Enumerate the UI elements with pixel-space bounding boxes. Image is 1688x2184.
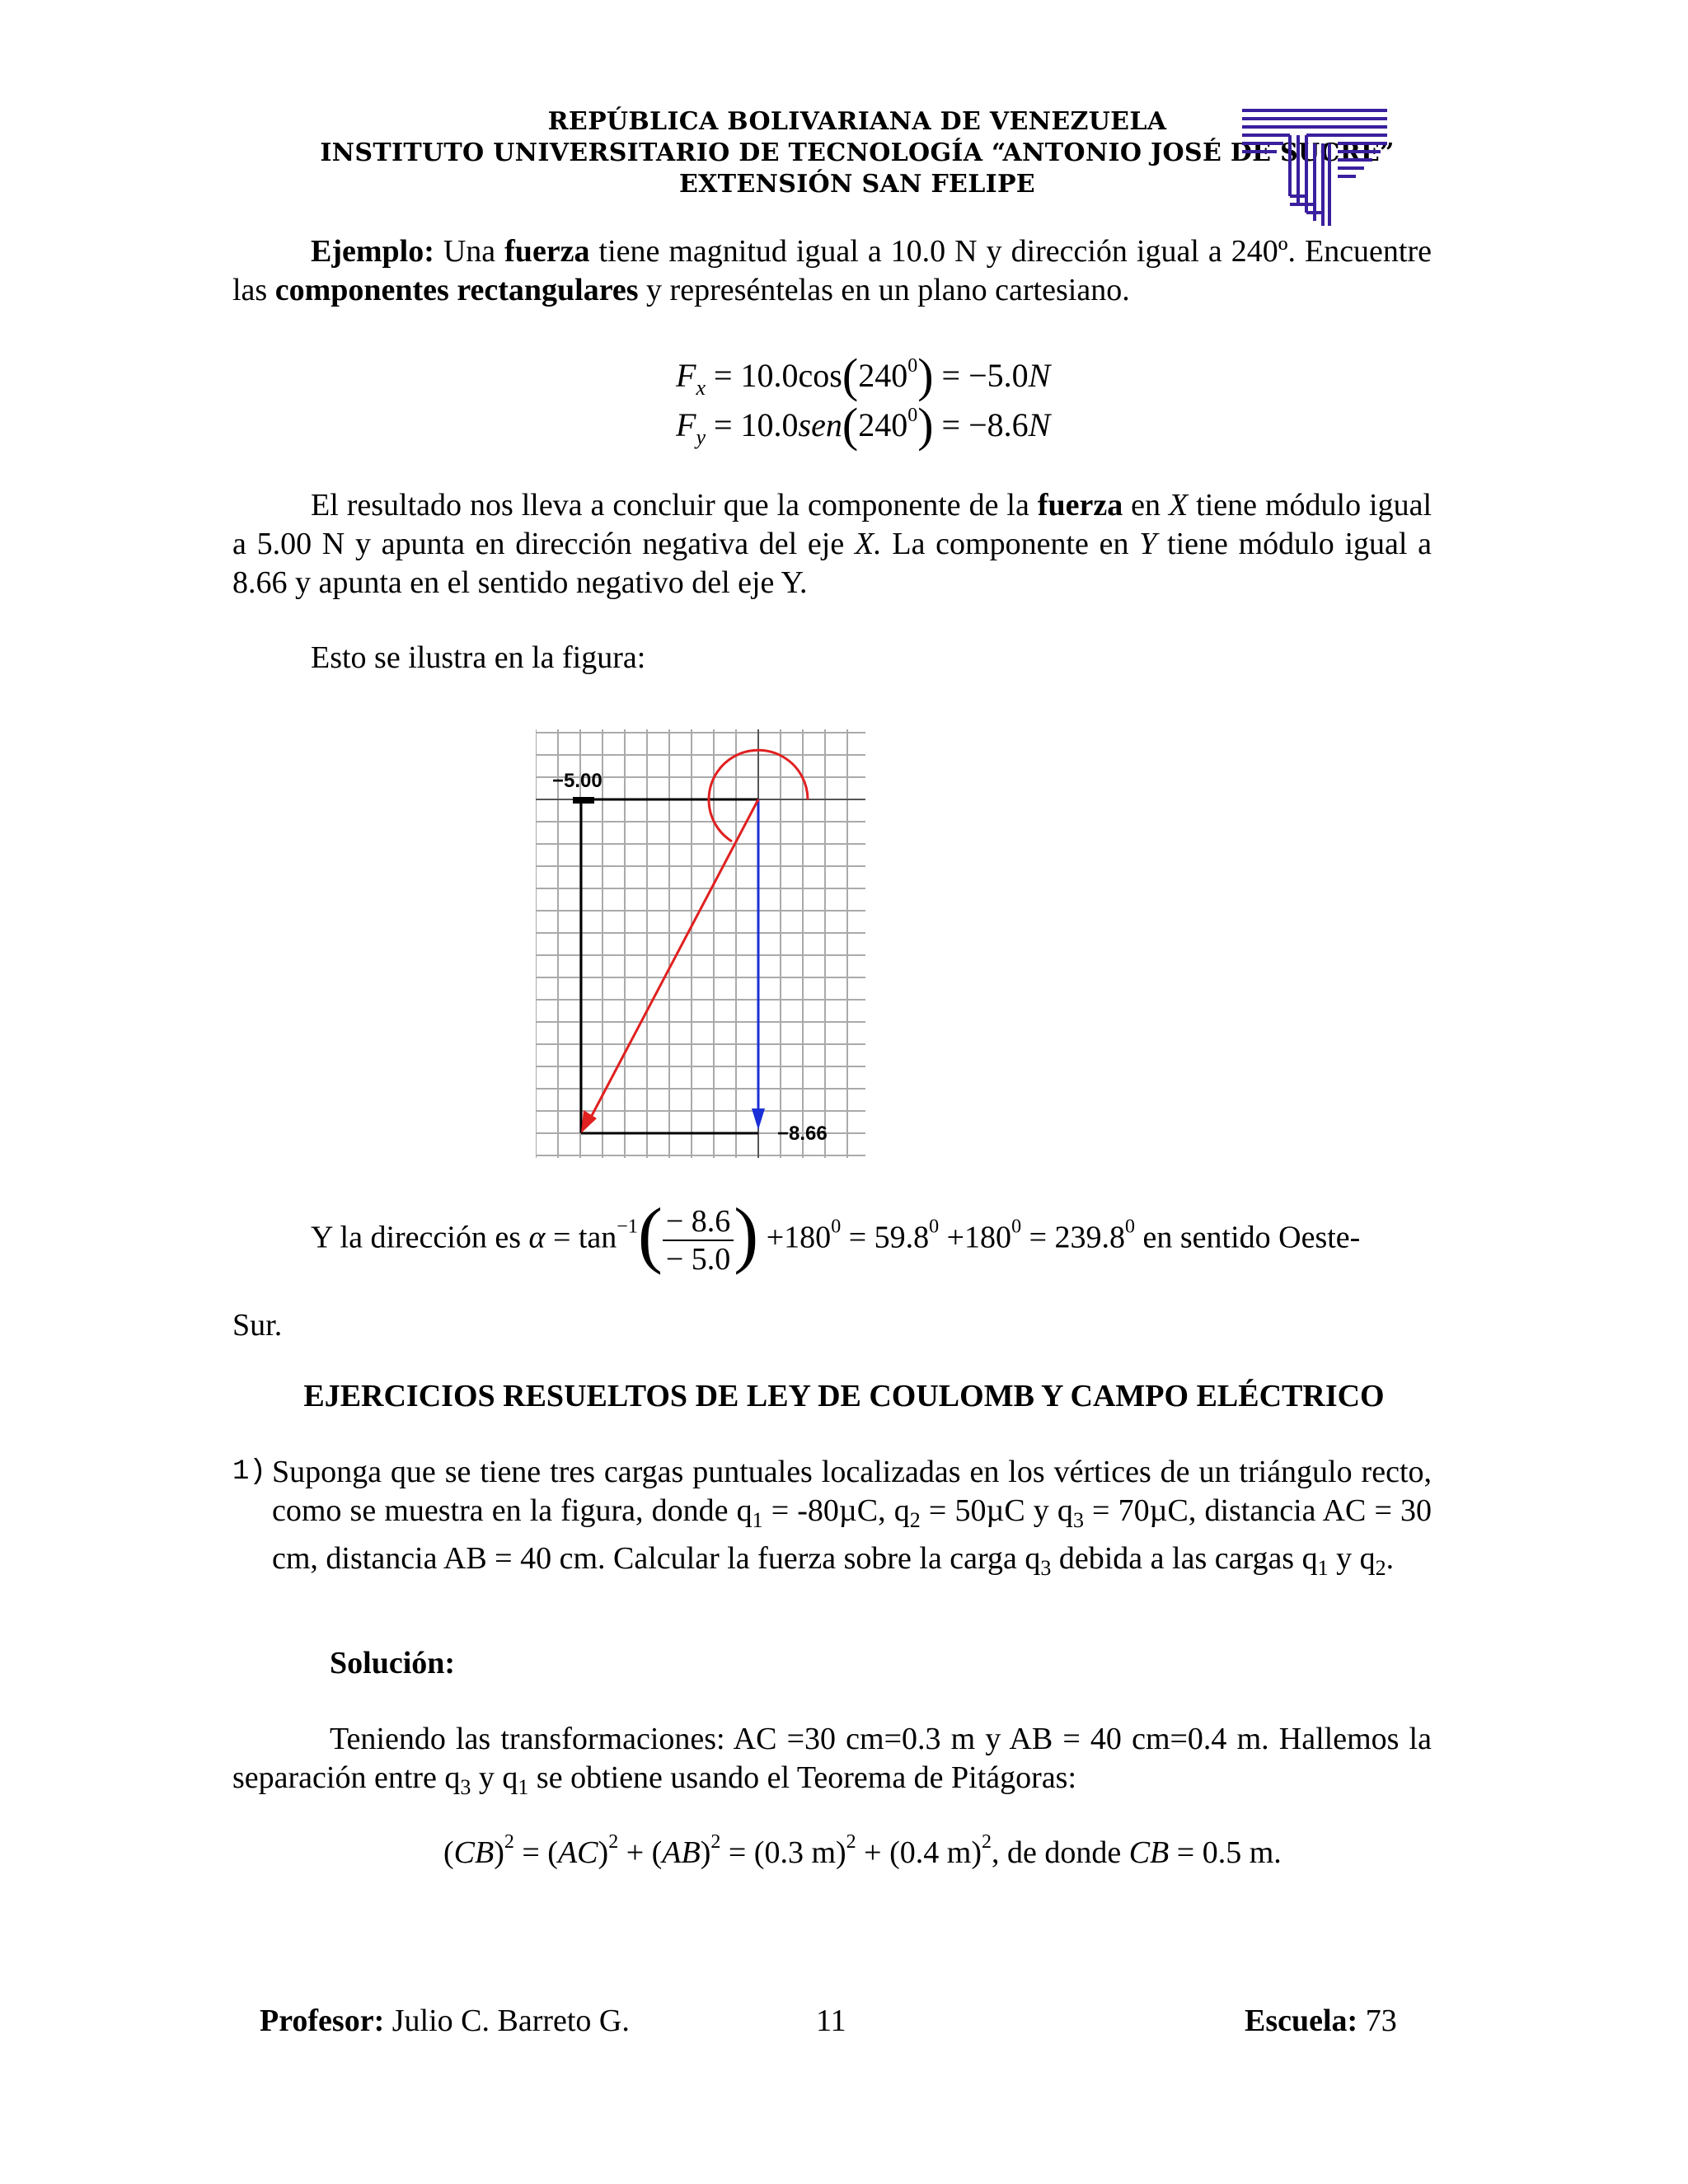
plus-180-b: +180 (939, 1220, 1012, 1255)
fy-arg: 240 (858, 406, 908, 443)
py-e1: 2 (504, 1831, 514, 1853)
direction-fraction (663, 1203, 734, 1277)
fx-unit: N (1028, 357, 1051, 394)
result-text-1: El resultado nos lleva a concluir que la componente de la (311, 488, 1038, 523)
footer-school (1245, 2003, 1397, 2039)
section-title: EJERCICIOS RESUELTOS DE LEY DE COULOMB Y CAMPO ELÉCTRICO (303, 1379, 1385, 1413)
py-cb2: CB (1128, 1835, 1170, 1870)
py-ac: AC (557, 1835, 598, 1870)
ex1-t4: = 70µC, distancia AC = 30 cm, distancia AB = 40 cm. Calcular la fuerza sobre la carga q (272, 1493, 1432, 1576)
ex1-s1: 1 (752, 1508, 763, 1532)
frac-paren-close: ) (734, 1193, 759, 1276)
eq-59-8: = 59.8 (841, 1220, 930, 1255)
example-text-2: tiene magnitud igual a 10.0 N y dirección igual a 240º. Encuentre las (232, 234, 1432, 307)
sup-a: 0 (831, 1216, 842, 1238)
fy-sup: 0 (907, 405, 918, 426)
y-value-label: −8.66 (777, 1122, 828, 1145)
fx-sup: 0 (907, 355, 918, 377)
footer-prof-label: Profesor: (260, 2004, 385, 2038)
frac-paren-open: ( (637, 1193, 663, 1276)
exercise-number: 1) (232, 1456, 266, 1488)
result-italic-x2: X. (854, 527, 882, 561)
sol-t1: Teniendo las transformaciones: AC =30 cm=0.3 m y AB = 40 cm=0.4 m. Hallemos la separación entre q (232, 1722, 1432, 1795)
py-p4: ) (598, 1835, 609, 1870)
header-line-2: INSTITUTO UNIVERSITARIO DE TECNOLOGÍA “ANTONIO JOSÉ DE SUCRE” (320, 138, 1395, 167)
sol-t3: se obtiene usando el Teorema de Pitágoras: (528, 1760, 1077, 1795)
sol-s1: 3 (460, 1775, 471, 1799)
tan-sup: −1 (617, 1216, 638, 1238)
equation-fx (676, 348, 1050, 403)
fy-symbol: F (676, 406, 696, 443)
fx-mid: = 10.0cos (705, 357, 842, 394)
footer-school-label: Escuela: (1245, 2004, 1358, 2038)
eq-239-8: = 239.8 (1021, 1220, 1125, 1255)
ex1-t7: . (1386, 1541, 1395, 1576)
fx-arg: 240 (858, 357, 908, 394)
fx-paren-open: ( (842, 349, 859, 402)
py-e4: 2 (846, 1831, 856, 1853)
ex1-t2: = -80µC, q (762, 1493, 910, 1528)
header-line-1: REPÚBLICA BOLIVARIANA DE VENEZUELA (547, 107, 1167, 136)
py-p10: = 0.5 m. (1169, 1835, 1282, 1870)
py-e5: 2 (981, 1831, 992, 1853)
py-p7: = (0.3 m) (720, 1835, 846, 1870)
sup-d: 0 (1125, 1216, 1135, 1238)
result-text-2: en (1123, 488, 1169, 523)
fy-function: sen (798, 406, 842, 443)
sup-b: 0 (929, 1216, 940, 1238)
fy-paren-close: ) (917, 398, 934, 452)
example-text-1: Una (434, 234, 505, 269)
fraction-numerator: − 8.6 (663, 1203, 734, 1241)
result-bold-fuerza: fuerza (1037, 488, 1123, 523)
result-text-3: tiene módulo igual a 5.00 N y apunta en dirección negativa del eje (232, 488, 1432, 561)
x-value-label: −5.00 (552, 770, 603, 792)
alpha-symbol: α (528, 1220, 546, 1255)
fraction-denominator: − 5.0 (665, 1242, 731, 1277)
ex1-s6: 2 (1375, 1556, 1386, 1580)
py-p9: , de donde (991, 1835, 1129, 1870)
fx-subscript: x (696, 376, 706, 400)
direction-continuation: Sur. (232, 1308, 283, 1343)
example-bold-fuerza: fuerza (504, 234, 590, 269)
ex1-s3: 3 (1072, 1508, 1084, 1532)
example-paragraph (232, 232, 1432, 310)
result-text-5: tiene módulo igual a 8.66 y apunta en el sentido negativo del eje Y. (232, 527, 1432, 600)
footer-professor (260, 2003, 630, 2039)
py-ab: AB (662, 1835, 701, 1870)
fx-paren-close: ) (917, 349, 934, 402)
result-italic-x: X (1168, 488, 1189, 523)
fy-subscript: y (696, 425, 706, 449)
py-e2: 2 (608, 1831, 619, 1853)
vector-figure (536, 729, 865, 1158)
ex1-t5: debida a las cargas q (1051, 1541, 1318, 1576)
py-e3: 2 (710, 1831, 721, 1853)
py-p5: + ( (618, 1835, 663, 1870)
result-text-4: La componente en (881, 527, 1140, 561)
fx-symbol: F (676, 357, 696, 394)
force-arrowhead (581, 1110, 597, 1133)
py-p1: ( (443, 1835, 454, 1870)
example-label: Ejemplo: (311, 234, 434, 269)
py-cb: CB (453, 1835, 495, 1870)
sol-t2: y q (471, 1760, 518, 1795)
example-bold-components: componentes rectangulares (274, 273, 639, 307)
example-text-3: y represéntelas en un plano cartesiano. (638, 273, 1130, 307)
result-paragraph (232, 486, 1432, 602)
direction-suffix: en sentido Oeste- (1135, 1220, 1361, 1255)
fy-mid: = 10.0 (705, 406, 799, 443)
fy-paren-open: ( (842, 398, 859, 452)
page-number: 11 (816, 2004, 846, 2038)
plus-180: +180 (758, 1220, 832, 1255)
ex1-s4: 3 (1040, 1556, 1052, 1580)
equation-fy (676, 397, 1050, 452)
tan-text: = tan (545, 1220, 617, 1255)
ex1-s5: 1 (1317, 1556, 1329, 1580)
illustrate-text: Esto se ilustra en la figura: (311, 640, 646, 675)
solution-paragraph (232, 1720, 1432, 1807)
header-line-3: EXTENSIÓN SAN FELIPE (679, 170, 1035, 199)
py-p8: + (0.4 m) (856, 1835, 982, 1870)
py-p3: = ( (513, 1835, 558, 1870)
ex1-t1: Suponga que se tiene tres cargas puntuales localizadas en los vértices de un triángulo recto, como se muestra en la figura, donde q (272, 1455, 1432, 1528)
fy-unit: N (1028, 406, 1051, 443)
direction-prefix: Y la dirección es (311, 1220, 529, 1255)
exercise-1-text (272, 1453, 1432, 1587)
figure-grid (536, 729, 865, 1158)
footer-school-num: 73 (1357, 2004, 1397, 2038)
py-p2: ) (494, 1835, 504, 1870)
fy-result: = −8.6 (933, 406, 1029, 443)
direction-line (311, 1193, 1361, 1277)
fx-result: = −5.0 (933, 357, 1029, 394)
footer-prof-name: Julio C. Barreto G. (384, 2004, 630, 2038)
result-italic-y: Y (1139, 527, 1157, 561)
force-vector (587, 799, 758, 1125)
institute-logo (1240, 105, 1389, 227)
y-component-arrowhead (752, 1108, 765, 1130)
sup-c: 0 (1011, 1216, 1022, 1238)
ex1-s2: 2 (909, 1508, 921, 1532)
ex1-t6: y q (1328, 1541, 1376, 1576)
py-p6: ) (700, 1835, 711, 1870)
sol-s2: 1 (518, 1775, 529, 1799)
x-tick-marker (573, 797, 594, 804)
solution-label: Solución: (330, 1646, 456, 1680)
ex1-t3: = 50µC y q (920, 1493, 1073, 1528)
pythagoras-equation (443, 1831, 1282, 1871)
